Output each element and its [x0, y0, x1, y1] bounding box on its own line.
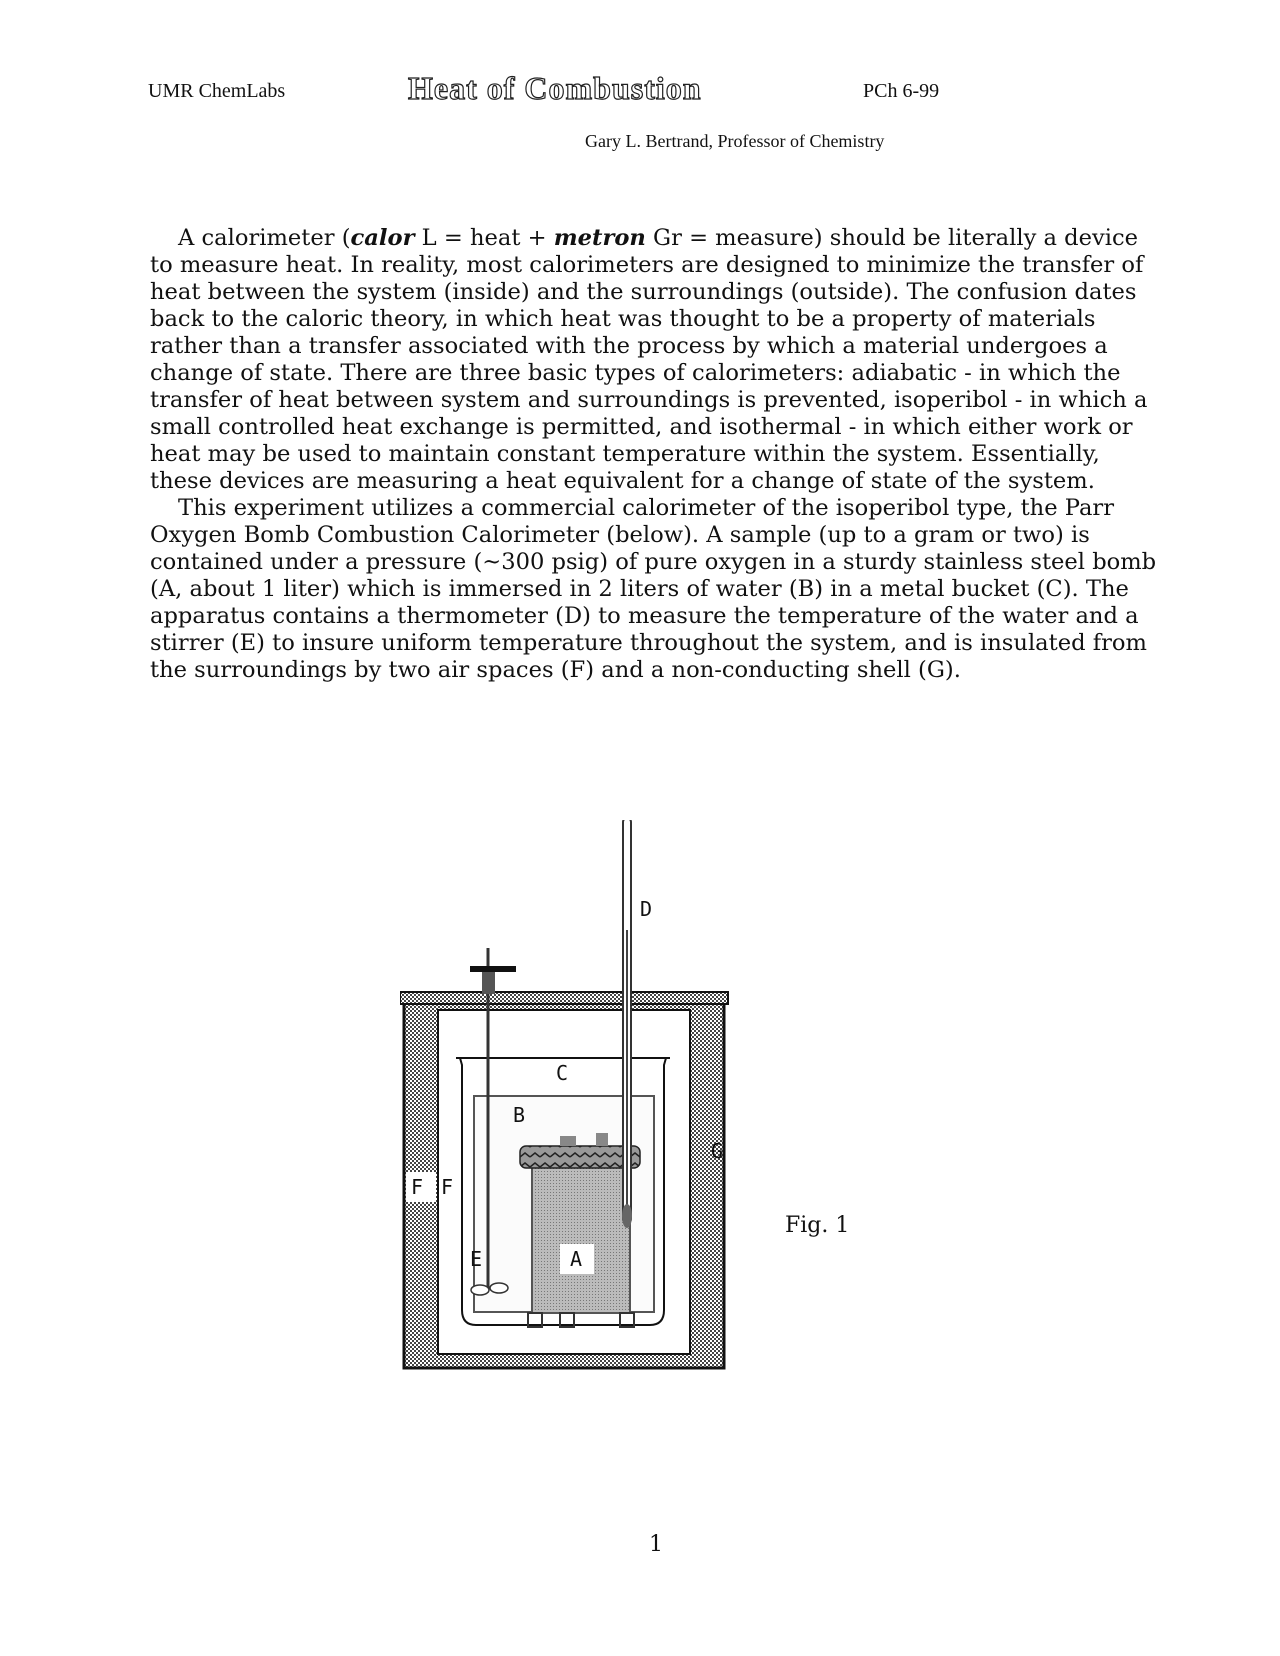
calorimeter-diagram [400, 820, 870, 1430]
label-D: D [640, 897, 653, 921]
p1-text-b: L = heat + [414, 225, 554, 251]
label-E: E [470, 1247, 483, 1271]
label-C: C [556, 1061, 569, 1085]
thermometer [622, 820, 632, 1228]
paragraph-1 [150, 225, 1160, 495]
header-source: UMR ChemLabs [148, 80, 286, 102]
paragraph-2: This experiment utilizes a commercial calorimeter of the isoperibol type, the Parr Oxygen Bomb Combustion Calorimeter (below). A sample (up to a gram or two) is contained under a pressure (~300 psig) of pure oxygen in a sturdy stainless steel bomb (A, about 1 liter) which is immersed in 2 liters of water (B) in a metal bucket (C). The apparatus contains a thermometer (D) to measure the temperature of the water and a stirrer (E) to insure uniform temperature throughout the system, and is insulated from the surroundings by two air spaces (F) and a non-conducting shell (G). [150, 495, 1157, 683]
author-line: Gary L. Bertrand, Professor of Chemistry [585, 131, 885, 151]
label-F-outer: F [411, 1175, 424, 1199]
p1-text-a: A calorimeter ( [178, 225, 351, 251]
header-course-code: PCh 6-99 [863, 80, 940, 102]
page-title: Heat of Combustion [408, 70, 702, 106]
label-F-inner: F [441, 1175, 454, 1199]
label-B: B [513, 1103, 526, 1127]
label-A: A [570, 1247, 583, 1271]
p1-term-metron: metron [553, 225, 646, 251]
page-number: 1 [649, 1532, 663, 1557]
p1-term-calor: calor [350, 225, 415, 251]
figure-caption: Fig. 1 [785, 1213, 850, 1238]
body-text [150, 225, 1160, 684]
p1-text-c: Gr = measure) should be literally a device to measure heat. In reality, most calorimeters are designed to minimize the transfer of heat between the system (inside) and the surroundings (outside). The confusion dates back to the caloric theory, in which heat was thought to be a property of materials rather than a transfer associated with the process by which a material undergoes a change of state. There are three basic types of calorimeters: adiabatic - in which the transfer of heat between system and surroundings is prevented, isoperibol - in which a small controlled heat exchange is permitted, and isothermal - in which either work or heat may be used to maintain constant temperature within the system. Essentially, these devices are measuring a heat equivalent for a change of state of the system. [150, 225, 1148, 494]
label-G: G [711, 1139, 724, 1163]
